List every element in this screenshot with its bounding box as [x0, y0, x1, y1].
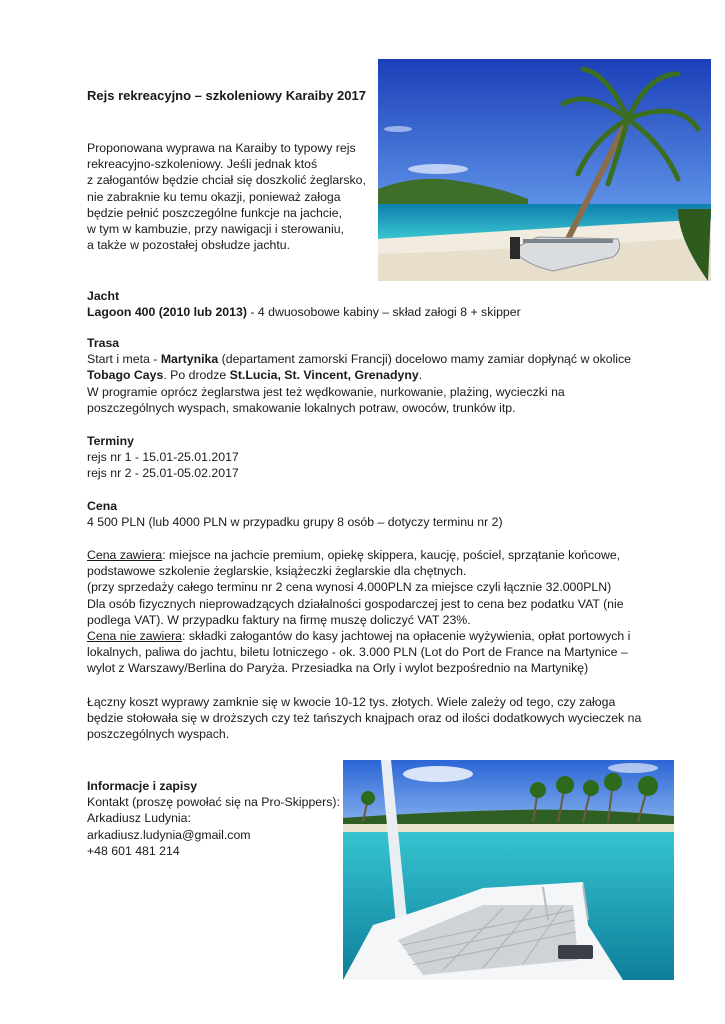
intro-paragraph — [87, 140, 372, 253]
yacht-model: Lagoon 400 (2010 lub 2013) — [87, 305, 247, 320]
contact-line: Kontakt (proszę powołać się na Pro-Skippers): — [87, 795, 340, 810]
route-text: . — [418, 368, 423, 383]
contact-phone[interactable]: +48 601 481 214 — [87, 843, 180, 858]
price-includes-label: Cena zawiera — [87, 548, 163, 562]
jacht-details — [87, 304, 647, 320]
price-text: 4 500 PLN (lub 4000 PLN w przypadku grupy 8 osób – dotyczy terminu nr 2) — [87, 515, 503, 530]
contact-name: Arkadiusz Ludynia: — [87, 811, 191, 826]
section-jacht — [87, 288, 647, 320]
section-trasa — [87, 335, 647, 416]
route-text: Start i meta - — [87, 352, 161, 367]
intro-line: Proponowana wyprawa na Karaiby to typowy rejs — [87, 141, 356, 155]
price-excludes-line — [87, 628, 647, 644]
price-note: (przy sprzedaży całego terminu nr 2 cena wynosi 4.000PLN za miejsce czyli łącznie 32.000PLN) — [87, 580, 612, 595]
route-text: . Po drodze — [163, 368, 230, 383]
price-excludes-label: Cena nie zawiera — [87, 629, 183, 644]
yacht-details-text: - 4 dwuosobowe kabiny – skład załogi 8 + skipper — [246, 305, 521, 320]
intro-line: rekreacyjno-szkoleniowy. Jeśli jednak ktoś — [87, 157, 318, 172]
section-heading: Terminy — [87, 434, 134, 448]
total-line: Łączny koszt wyprawy zamknie się w kwocie 10-12 tys. złotych. Wiele zależy od tego, czy załoga — [87, 695, 616, 709]
route-place: Martynika — [160, 352, 219, 367]
route-line — [87, 351, 647, 367]
beach-palm-illustration — [378, 59, 711, 281]
section-heading: Informacje i zapisy — [87, 779, 198, 793]
price-excludes-text: : składki załogantów do kasy jachtowej na opłacenie wyżywienia, opłat portowych i — [182, 629, 631, 644]
price-includes-line: podstawowe szkolenie żeglarskie, książeczki żeglarskie dla chętnych. — [87, 564, 467, 579]
route-place: Tobago Cays — [87, 368, 164, 383]
catamaran-illustration — [343, 760, 674, 980]
catamaran-photo — [343, 760, 674, 980]
term-item: rejs nr 2 - 25.01-05.02.2017 — [87, 466, 239, 481]
price-includes-line — [87, 547, 647, 563]
price-note: podlega VAT). W przypadku faktury na firmę muszę doliczyć VAT 23%. — [87, 612, 471, 627]
section-heading: Cena — [87, 499, 118, 513]
price-note: Dla osób fizycznych nieprowadzących działalności gospodarczej jest to cena bez podatku VAT (nie — [87, 596, 624, 611]
route-line: poszczególnych wyspach, smakowanie lokalnych potraw, owoców, trunków itp. — [87, 400, 516, 415]
price-excludes-line: lokalnych, paliwa do jachtu, biletu lotniczego - ok. 3.000 PLN (Lot do Port de France na Martynice – — [87, 645, 628, 660]
price-details — [87, 547, 647, 677]
route-text: (departament zamorski Francji) docelowo mamy zamiar dopłynąć w okolice — [218, 352, 632, 367]
beach-palm-photo — [378, 59, 711, 281]
intro-line: z załogantów będzie chciał się doszkolić żeglarsko, — [87, 173, 366, 188]
term-item: rejs nr 1 - 15.01-25.01.2017 — [87, 450, 239, 465]
price-excludes-line: wylot z Warszawy/Berlina do Paryża. Przesiadka na Orly i wylot bezpośrednio na Martynikę) — [87, 661, 589, 676]
page-title: Rejs rekreacyjno – szkoleniowy Karaiby 2017 — [87, 88, 366, 103]
contact-email[interactable]: arkadiusz.ludynia@gmail.com — [87, 827, 251, 842]
section-kontakt — [87, 778, 342, 859]
total-cost — [87, 694, 647, 743]
section-cena — [87, 498, 647, 530]
total-line: będzie stołowała się w droższych czy też tańszych knajpach oraz od ilości dodatkowych wycieczek na — [87, 711, 642, 726]
section-heading: Jacht — [87, 289, 120, 303]
section-heading: Trasa — [87, 336, 120, 350]
intro-line: a także w pozostałej obsłudze jachtu. — [87, 238, 291, 253]
route-line: W programie oprócz żeglarstwa jest też wędkowanie, nurkowanie, plażing, wycieczki na — [87, 384, 565, 399]
total-line: poszczególnych wyspach. — [87, 727, 230, 742]
price-includes-text: : miejsce na jachcie premium, opiekę skippera, kaucję, pościel, sprzątanie końcowe, — [162, 548, 621, 562]
section-terminy — [87, 433, 647, 482]
route-place: St.Lucia, St. Vincent, Grenadyny — [229, 368, 419, 383]
intro-line: w tym w kambuzie, przy nawigacji i sterowaniu, — [87, 222, 344, 237]
intro-line: nie zabraknie ku temu okazji, ponieważ załoga — [87, 189, 341, 204]
intro-line: będzie pełnić poszczególne funkcje na jachcie, — [87, 205, 342, 220]
route-line — [87, 367, 647, 383]
